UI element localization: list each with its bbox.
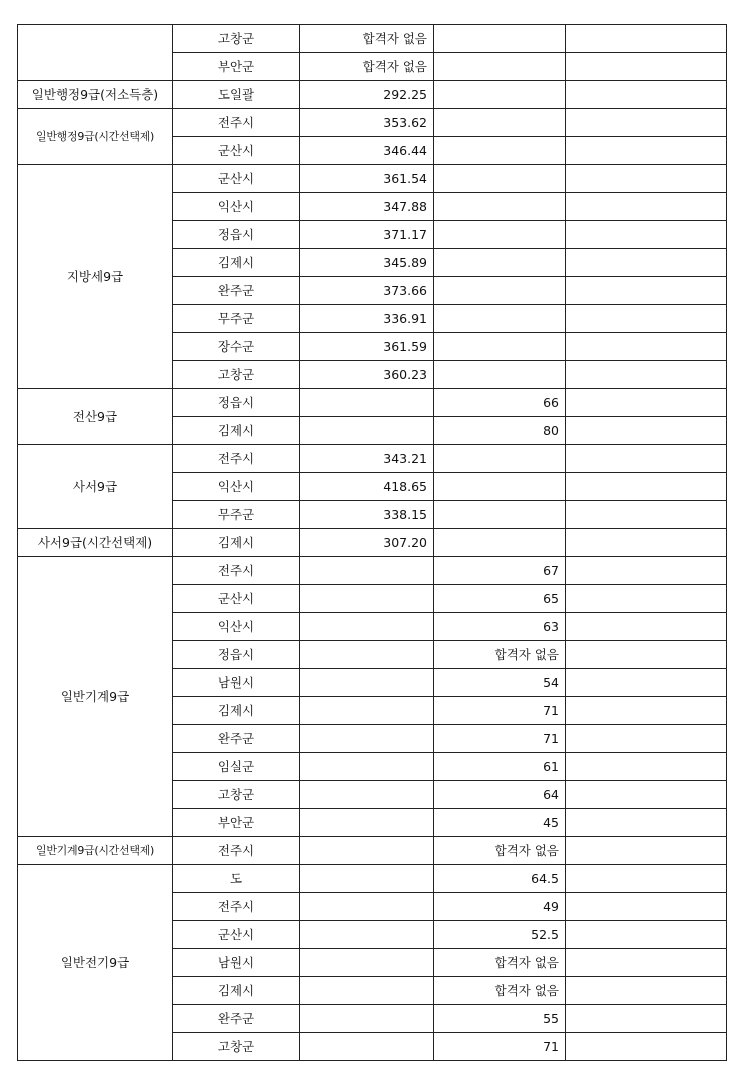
exam-category-cell: 전산9급 <box>18 389 173 445</box>
table-row <box>18 557 727 585</box>
region-cell: 익산시 <box>173 193 300 221</box>
score-cell-alt <box>434 81 566 109</box>
table-row <box>18 165 727 193</box>
score-cell-alt <box>434 165 566 193</box>
table-row <box>18 81 727 109</box>
blank-cell <box>566 921 727 949</box>
score-cell-alt: 71 <box>434 725 566 753</box>
blank-cell <box>566 221 727 249</box>
blank-cell <box>566 977 727 1005</box>
cutoff-score-table <box>17 24 727 1061</box>
exam-category-cell: 일반행정9급(시간선택제) <box>18 109 173 165</box>
region-cell: 도 <box>173 865 300 893</box>
exam-category-cell: 사서9급 <box>18 445 173 529</box>
score-cell-alt: 71 <box>434 697 566 725</box>
score-cell <box>300 977 434 1005</box>
region-cell: 도일괄 <box>173 81 300 109</box>
score-cell-alt <box>434 445 566 473</box>
score-cell-alt <box>434 529 566 557</box>
score-cell <box>300 865 434 893</box>
blank-cell <box>566 501 727 529</box>
score-cell-alt <box>434 137 566 165</box>
score-cell-alt: 64 <box>434 781 566 809</box>
region-cell: 장수군 <box>173 333 300 361</box>
score-cell: 343.21 <box>300 445 434 473</box>
blank-cell <box>566 473 727 501</box>
score-cell <box>300 725 434 753</box>
blank-cell <box>566 1033 727 1061</box>
blank-cell <box>566 949 727 977</box>
blank-cell <box>566 809 727 837</box>
region-cell: 임실군 <box>173 753 300 781</box>
score-cell-alt: 합격자 없음 <box>434 641 566 669</box>
region-cell: 무주군 <box>173 305 300 333</box>
blank-cell <box>566 53 727 81</box>
score-cell-alt: 합격자 없음 <box>434 949 566 977</box>
blank-cell <box>566 165 727 193</box>
score-cell: 373.66 <box>300 277 434 305</box>
score-cell-alt <box>434 305 566 333</box>
score-cell: 361.59 <box>300 333 434 361</box>
score-cell-alt <box>434 277 566 305</box>
table-body <box>18 25 727 1061</box>
region-cell: 군산시 <box>173 137 300 165</box>
table-row <box>18 389 727 417</box>
region-cell: 부안군 <box>173 809 300 837</box>
score-cell-alt <box>434 53 566 81</box>
blank-cell <box>566 305 727 333</box>
blank-cell <box>566 781 727 809</box>
region-cell: 완주군 <box>173 277 300 305</box>
exam-category-cell: 일반기계9급 <box>18 557 173 837</box>
blank-cell <box>566 865 727 893</box>
region-cell: 정읍시 <box>173 641 300 669</box>
score-cell <box>300 389 434 417</box>
table-row <box>18 109 727 137</box>
score-cell: 353.62 <box>300 109 434 137</box>
region-cell: 군산시 <box>173 921 300 949</box>
score-cell: 307.20 <box>300 529 434 557</box>
score-cell <box>300 585 434 613</box>
blank-cell <box>566 893 727 921</box>
score-cell: 360.23 <box>300 361 434 389</box>
blank-cell <box>566 417 727 445</box>
blank-cell <box>566 361 727 389</box>
score-cell-alt: 합격자 없음 <box>434 837 566 865</box>
exam-category-cell <box>18 25 173 81</box>
region-cell: 전주시 <box>173 445 300 473</box>
score-cell: 345.89 <box>300 249 434 277</box>
blank-cell <box>566 389 727 417</box>
score-cell-alt: 61 <box>434 753 566 781</box>
score-cell-alt: 80 <box>434 417 566 445</box>
score-cell-alt <box>434 333 566 361</box>
score-cell: 371.17 <box>300 221 434 249</box>
score-cell-alt: 66 <box>434 389 566 417</box>
score-cell-alt <box>434 221 566 249</box>
score-cell: 338.15 <box>300 501 434 529</box>
score-cell-alt <box>434 249 566 277</box>
blank-cell <box>566 557 727 585</box>
region-cell: 김제시 <box>173 249 300 277</box>
region-cell: 군산시 <box>173 585 300 613</box>
blank-cell <box>566 753 727 781</box>
score-cell <box>300 837 434 865</box>
blank-cell <box>566 697 727 725</box>
region-cell: 전주시 <box>173 557 300 585</box>
score-cell-alt: 52.5 <box>434 921 566 949</box>
score-cell <box>300 641 434 669</box>
region-cell: 김제시 <box>173 417 300 445</box>
score-cell-alt <box>434 501 566 529</box>
region-cell: 고창군 <box>173 25 300 53</box>
blank-cell <box>566 641 727 669</box>
region-cell: 정읍시 <box>173 389 300 417</box>
blank-cell <box>566 669 727 697</box>
score-cell <box>300 781 434 809</box>
score-cell <box>300 921 434 949</box>
region-cell: 전주시 <box>173 837 300 865</box>
score-cell-alt <box>434 473 566 501</box>
score-cell <box>300 697 434 725</box>
score-cell: 418.65 <box>300 473 434 501</box>
blank-cell <box>566 249 727 277</box>
table-row <box>18 837 727 865</box>
blank-cell <box>566 1005 727 1033</box>
score-cell-alt <box>434 25 566 53</box>
table-row <box>18 865 727 893</box>
score-cell <box>300 893 434 921</box>
score-cell-alt: 65 <box>434 585 566 613</box>
blank-cell <box>566 277 727 305</box>
score-cell-alt: 55 <box>434 1005 566 1033</box>
blank-cell <box>566 529 727 557</box>
region-cell: 남원시 <box>173 949 300 977</box>
region-cell: 남원시 <box>173 669 300 697</box>
score-cell: 336.91 <box>300 305 434 333</box>
exam-category-cell: 일반전기9급 <box>18 865 173 1061</box>
region-cell: 고창군 <box>173 361 300 389</box>
region-cell: 김제시 <box>173 529 300 557</box>
score-cell: 346.44 <box>300 137 434 165</box>
score-cell-alt <box>434 109 566 137</box>
score-cell: 347.88 <box>300 193 434 221</box>
region-cell: 정읍시 <box>173 221 300 249</box>
region-cell: 고창군 <box>173 781 300 809</box>
region-cell: 부안군 <box>173 53 300 81</box>
score-cell: 292.25 <box>300 81 434 109</box>
score-cell <box>300 613 434 641</box>
score-cell <box>300 417 434 445</box>
score-cell-alt: 합격자 없음 <box>434 977 566 1005</box>
blank-cell <box>566 25 727 53</box>
score-cell-alt: 54 <box>434 669 566 697</box>
score-cell: 합격자 없음 <box>300 53 434 81</box>
table-row <box>18 445 727 473</box>
score-cell <box>300 669 434 697</box>
region-cell: 완주군 <box>173 725 300 753</box>
region-cell: 완주군 <box>173 1005 300 1033</box>
score-cell-alt: 64.5 <box>434 865 566 893</box>
blank-cell <box>566 193 727 221</box>
blank-cell <box>566 137 727 165</box>
blank-cell <box>566 81 727 109</box>
region-cell: 군산시 <box>173 165 300 193</box>
score-cell <box>300 557 434 585</box>
region-cell: 익산시 <box>173 473 300 501</box>
score-cell-alt: 45 <box>434 809 566 837</box>
score-cell-alt <box>434 193 566 221</box>
score-cell: 합격자 없음 <box>300 25 434 53</box>
exam-category-cell: 사서9급(시간선택제) <box>18 529 173 557</box>
score-cell <box>300 809 434 837</box>
table-row <box>18 529 727 557</box>
score-cell-alt: 49 <box>434 893 566 921</box>
score-cell <box>300 1033 434 1061</box>
blank-cell <box>566 613 727 641</box>
exam-category-cell: 지방세9급 <box>18 165 173 389</box>
blank-cell <box>566 725 727 753</box>
exam-category-cell: 일반행정9급(저소득층) <box>18 81 173 109</box>
score-cell-alt: 71 <box>434 1033 566 1061</box>
score-cell-alt: 67 <box>434 557 566 585</box>
score-cell-alt: 63 <box>434 613 566 641</box>
blank-cell <box>566 109 727 137</box>
region-cell: 고창군 <box>173 1033 300 1061</box>
region-cell: 전주시 <box>173 893 300 921</box>
region-cell: 김제시 <box>173 977 300 1005</box>
score-cell <box>300 753 434 781</box>
region-cell: 전주시 <box>173 109 300 137</box>
region-cell: 무주군 <box>173 501 300 529</box>
score-cell <box>300 1005 434 1033</box>
blank-cell <box>566 837 727 865</box>
score-cell: 361.54 <box>300 165 434 193</box>
exam-category-cell: 일반기계9급(시간선택제) <box>18 837 173 865</box>
region-cell: 김제시 <box>173 697 300 725</box>
table-row <box>18 25 727 53</box>
blank-cell <box>566 445 727 473</box>
blank-cell <box>566 333 727 361</box>
blank-cell <box>566 585 727 613</box>
region-cell: 익산시 <box>173 613 300 641</box>
score-cell-alt <box>434 361 566 389</box>
score-cell <box>300 949 434 977</box>
